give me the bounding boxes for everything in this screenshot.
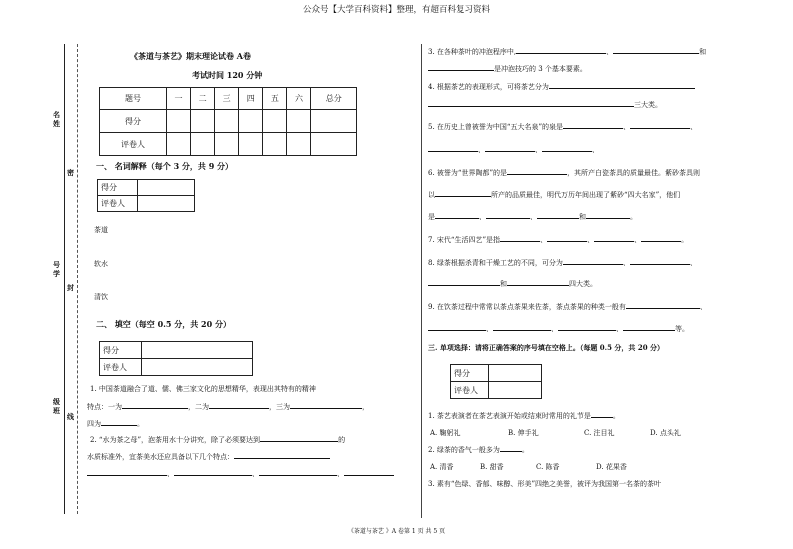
mc-q2-option-c: C. 陈香 (536, 463, 560, 471)
fill-q2-line1: 2. “水为茶之母”，泡茶用水十分讲究，除了必须要达到 的 (90, 436, 346, 444)
mini-label: 得分 (451, 365, 489, 382)
fill-q4-line2: 三大类。 (428, 100, 662, 110)
mini-label: 评卷人 (98, 196, 138, 212)
fill-q8-line1: 8. 绿茶根据杀青和干燥工艺的不同，可分为 、 、 (428, 259, 697, 267)
exam-title: 《茶道与茶艺》期末理论试卷 A卷 (130, 51, 251, 61)
mini-label: 评卷人 (100, 359, 142, 376)
mini-label: 评卷人 (451, 382, 489, 399)
mc-q2-option-b: B. 甜香 (480, 463, 504, 471)
term-item: 清饮 (94, 293, 108, 301)
fill-q2-line3: 、 、 、 (87, 469, 394, 479)
fill-q1-line2: 特点：一为 ，二为 ，三为 ， (87, 403, 369, 411)
score-header-cell: 五 (263, 88, 287, 110)
section3-score-box (450, 364, 542, 399)
fill-q1-line1: 1. 中国茶道融合了道、儒、佛三家文化的思想精华，表现出其特有的精神 (90, 385, 316, 393)
fill-q9-line1: 9. 在饮茶过程中常常以茶点茶果来佐茶，茶点茶果的种类一般有 、 (428, 303, 707, 311)
fill-q6-line1: 6. 被誉为“世界陶都”的是 ，其所产白瓷茶具的质量最佳。紫砂茶具则 (428, 169, 701, 177)
section3-title: 三. 单项选择：请将正确答案的序号填在空格上。（每题 0.5 分，共 20 分） (428, 343, 665, 352)
score-row-label: 评卷人 (100, 133, 167, 156)
mc-q2: 2. 绿茶的香气一般多为 。 (428, 446, 529, 454)
mc-q2-option-a: A. 清香 (430, 463, 454, 471)
page-header: 公众号【大学百科资料】整理，有超百科复习资料 (302, 5, 490, 15)
mc-q2-option-d: D. 花果香 (596, 463, 627, 471)
side-seal-xian: 线 (67, 412, 74, 421)
score-table (99, 87, 357, 156)
exam-duration: 考试时间 120 分钟 (192, 70, 263, 80)
side-label-name: 名姓 (53, 110, 60, 128)
score-header-cell: 总分 (311, 88, 357, 110)
term-item: 茶道 (94, 226, 108, 234)
side-label-id: 号学 (53, 260, 60, 278)
fill-q4-line1: 4. 根据茶艺的表现形式，可将茶艺分为 (428, 82, 695, 92)
fill-q6-line3: 是 、 、 和 。 (428, 213, 637, 221)
term-item: 软水 (94, 260, 108, 268)
fill-q3-line1: 3. 在各种茶叶的冲泡程序中, 、 和 (428, 48, 707, 56)
section1-title: 一、 名词解释（每个 3 分，共 9 分） (96, 161, 234, 171)
mc-q1-option-b: B. 伸手礼 (508, 429, 539, 437)
score-header-cell: 二 (191, 88, 215, 110)
mini-label: 得分 (98, 180, 138, 196)
score-header-cell: 六 (287, 88, 311, 110)
side-seal-feng: 封 (67, 283, 74, 292)
section2-title: 二、 填空（每空 0.5 分，共 20 分） (96, 319, 231, 329)
side-seal-mi: 密 (67, 168, 74, 177)
score-header-cell: 一 (166, 88, 190, 110)
mc-q1-option-d: D. 点头礼 (650, 429, 681, 437)
section1-score-box (97, 179, 195, 212)
mc-q1: 1. 茶艺表演者在茶艺表演开始或结束时常用的礼节是 。 (428, 412, 620, 420)
mc-q1-option-a: A. 鞠躬礼 (430, 429, 461, 437)
fill-q9-line2: 、 、 、 等。 (428, 324, 689, 334)
score-header-cell: 题号 (100, 88, 167, 110)
fill-q5-line1: 5. 在历史上曾被誉为中国“五大名泉”的泉是 、 、 (428, 123, 698, 131)
fill-q5-line2: 、 、 、 (428, 145, 599, 155)
section2-score-box (99, 341, 253, 376)
mc-q1-option-c: C. 注目礼 (584, 429, 615, 437)
side-label-class: 级班 (53, 397, 60, 415)
score-header-cell: 四 (239, 88, 263, 110)
fill-q6-line2: 以 所产的品质最佳，明代万历年间出现了紫砂“四大名家”，他们 (428, 191, 681, 199)
score-row-label: 得分 (100, 110, 167, 133)
margin-rule (64, 44, 65, 514)
fill-q3-line2: 是冲泡技巧的 3 个基本要素。 (428, 64, 587, 74)
fill-q2-line2: 水质标准外，宜茶美水还应具备以下几个特点： (87, 452, 330, 462)
column-divider (421, 44, 422, 518)
fill-q1-line3: 四为 。 (87, 420, 144, 428)
mc-q3: 3. 素有“色绿、香郁、味醇、形美”四绝之美誉，被评为我国第一名茶的茶叶 (428, 480, 662, 488)
mini-label: 得分 (100, 342, 142, 359)
fill-q7: 7. 宋代“生活四艺”是指 、 、 、 。 (428, 236, 689, 244)
score-header-cell: 三 (215, 88, 239, 110)
seal-line (77, 44, 78, 514)
page-footer: 《茶道与茶艺 》A 卷第 1 页 共 5 页 (347, 528, 446, 535)
fill-q8-line2: 和 四大类。 (428, 279, 597, 289)
